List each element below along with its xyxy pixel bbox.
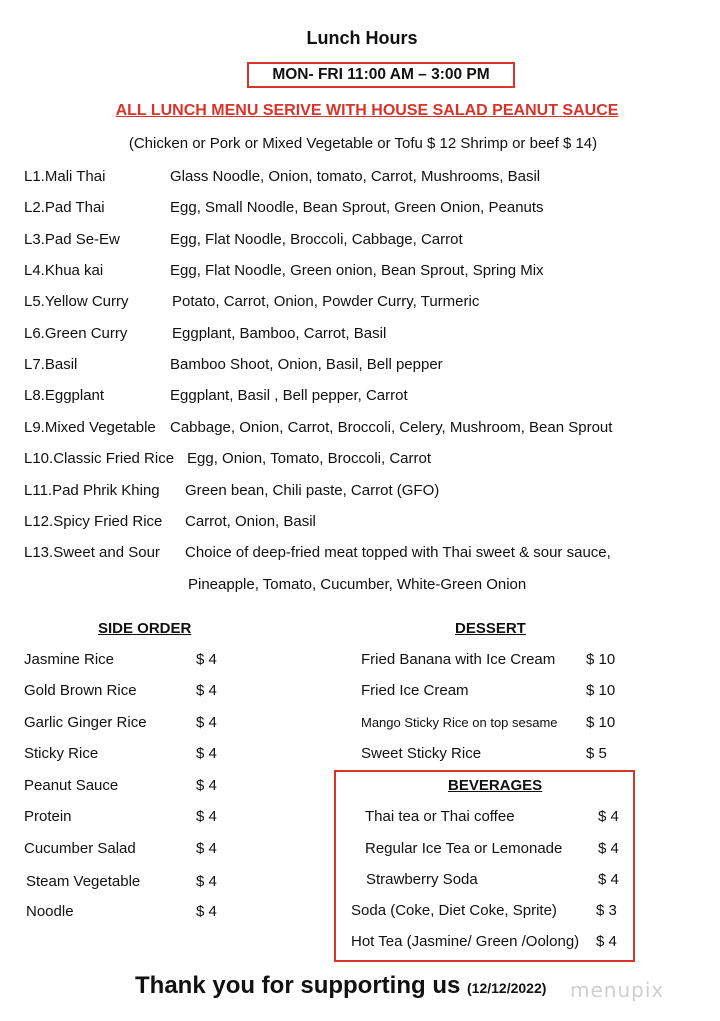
lunch-item-name: L10.Classic Fried Rice <box>24 450 175 467</box>
side-item-name: Garlic Ginger Rice <box>24 714 147 731</box>
hours-box: MON- FRI 11:00 AM – 3:00 PM <box>247 62 515 88</box>
side-item-price: $ 4 <box>196 808 217 825</box>
lunch-item-name: L4.Khua kai <box>24 262 104 279</box>
beverage-item-price: $ 4 <box>596 933 617 950</box>
side-order-heading: SIDE ORDER <box>98 620 192 637</box>
side-item-price: $ 4 <box>196 745 217 762</box>
lunch-item-name: L8.Eggplant <box>24 387 105 404</box>
lunch-item-desc: Egg, Flat Noodle, Broccoli, Cabbage, Carrot <box>170 231 463 248</box>
lunch-item-desc: Cabbage, Onion, Carrot, Broccoli, Celery, Mushroom, Bean Sprout <box>170 419 613 436</box>
beverage-item-name: Soda (Coke, Diet Coke, Sprite) <box>351 902 557 919</box>
beverage-item-name: Regular Ice Tea or Lemonade <box>365 840 563 857</box>
lunch-item-desc: Glass Noodle, Onion, tomato, Carrot, Mushrooms, Basil <box>170 168 541 185</box>
thank-you-text: Thank you for supporting us <box>135 972 467 999</box>
side-item-name: Peanut Sauce <box>24 777 119 794</box>
side-item-name: Gold Brown Rice <box>24 682 137 699</box>
lunch-item-desc: Eggplant, Basil , Bell pepper, Carrot <box>170 387 408 404</box>
lunch-item-desc: Egg, Onion, Tomato, Broccoli, Carrot <box>187 450 431 467</box>
lunch-item-name: L6.Green Curry <box>24 325 128 342</box>
lunch-item-desc: Choice of deep-fried meat topped with Thai sweet & sour sauce, <box>185 544 611 561</box>
lunch-item-name: L9.Mixed Vegetable <box>24 419 156 436</box>
lunch-hours-title: Lunch Hours <box>306 28 418 48</box>
beverage-item-price: $ 4 <box>598 871 619 888</box>
dessert-item-name: Mango Sticky Rice on top sesame <box>361 715 558 730</box>
lunch-item-name: L2.Pad Thai <box>24 199 105 216</box>
lunch-item-name: L3.Pad Se-Ew <box>24 231 120 248</box>
lunch-item-desc: Potato, Carrot, Onion, Powder Curry, Turmeric <box>172 293 480 310</box>
side-item-price: $ 4 <box>196 903 217 920</box>
watermark-logo: menupix <box>570 978 665 1002</box>
price-line: (Chicken or Pork or Mixed Vegetable or Tofu $ 12 Shrimp or beef $ 14) <box>128 135 598 152</box>
side-item-name: Sticky Rice <box>24 745 99 762</box>
side-item-price: $ 4 <box>196 651 217 668</box>
dessert-item-price: $ 10 <box>586 714 616 731</box>
side-item-name: Jasmine Rice <box>24 651 115 668</box>
lunch-item-desc: Egg, Flat Noodle, Green onion, Bean Sprout, Spring Mix <box>170 262 544 279</box>
menu-date: (12/12/2022) <box>467 980 547 996</box>
lunch-item-desc: Bamboo Shoot, Onion, Basil, Bell pepper <box>170 356 443 373</box>
lunch-item-name: L1.Mali Thai <box>24 168 106 185</box>
side-item-name: Steam Vegetable <box>26 873 141 890</box>
beverage-item-price: $ 4 <box>598 808 619 825</box>
dessert-item-price: $ 10 <box>586 682 616 699</box>
lunch-item-name: L13.Sweet and Sour <box>24 544 160 561</box>
beverage-item-name: Hot Tea (Jasmine/ Green /Oolong) <box>351 933 580 950</box>
dessert-item-price: $ 10 <box>586 651 616 668</box>
lunch-item-name: L7.Basil <box>24 356 78 373</box>
lunch-item-name: L5.Yellow Curry <box>24 293 129 310</box>
dessert-item-name: Fried Ice Cream <box>361 682 469 699</box>
side-item-price: $ 4 <box>196 777 217 794</box>
side-item-price: $ 4 <box>196 682 217 699</box>
beverages-heading: BEVERAGES <box>448 777 543 794</box>
side-item-price: $ 4 <box>196 840 217 857</box>
lunch-item-desc-continued: Pineapple, Tomato, Cucumber, White-Green Onion <box>188 576 527 593</box>
side-item-price: $ 4 <box>196 873 217 890</box>
lunch-item-desc: Eggplant, Bamboo, Carrot, Basil <box>172 325 387 342</box>
side-item-name: Cucumber Salad <box>24 840 136 857</box>
lunch-note: ALL LUNCH MENU SERIVE WITH HOUSE SALAD PEANUT SAUCE <box>115 102 619 119</box>
dessert-item-name: Sweet Sticky Rice <box>361 745 482 762</box>
beverage-item-price: $ 3 <box>596 902 617 919</box>
beverage-item-name: Thai tea or Thai coffee <box>365 808 515 825</box>
side-item-name: Protein <box>24 808 72 825</box>
lunch-item-desc: Green bean, Chili paste, Carrot (GFO) <box>185 482 440 499</box>
beverage-item-price: $ 4 <box>598 840 619 857</box>
thank-you-message <box>135 972 546 1000</box>
dessert-item-price: $ 5 <box>586 745 607 762</box>
side-item-name: Noodle <box>26 903 74 920</box>
lunch-item-desc: Egg, Small Noodle, Bean Sprout, Green Onion, Peanuts <box>170 199 544 216</box>
lunch-item-name: L11.Pad Phrik Khing <box>24 482 160 499</box>
lunch-item-desc: Carrot, Onion, Basil <box>185 513 316 530</box>
side-item-price: $ 4 <box>196 714 217 731</box>
dessert-heading: DESSERT <box>455 620 526 637</box>
lunch-item-name: L12.Spicy Fried Rice <box>24 513 163 530</box>
dessert-item-name: Fried Banana with Ice Cream <box>361 651 556 668</box>
beverage-item-name: Strawberry Soda <box>366 871 478 888</box>
